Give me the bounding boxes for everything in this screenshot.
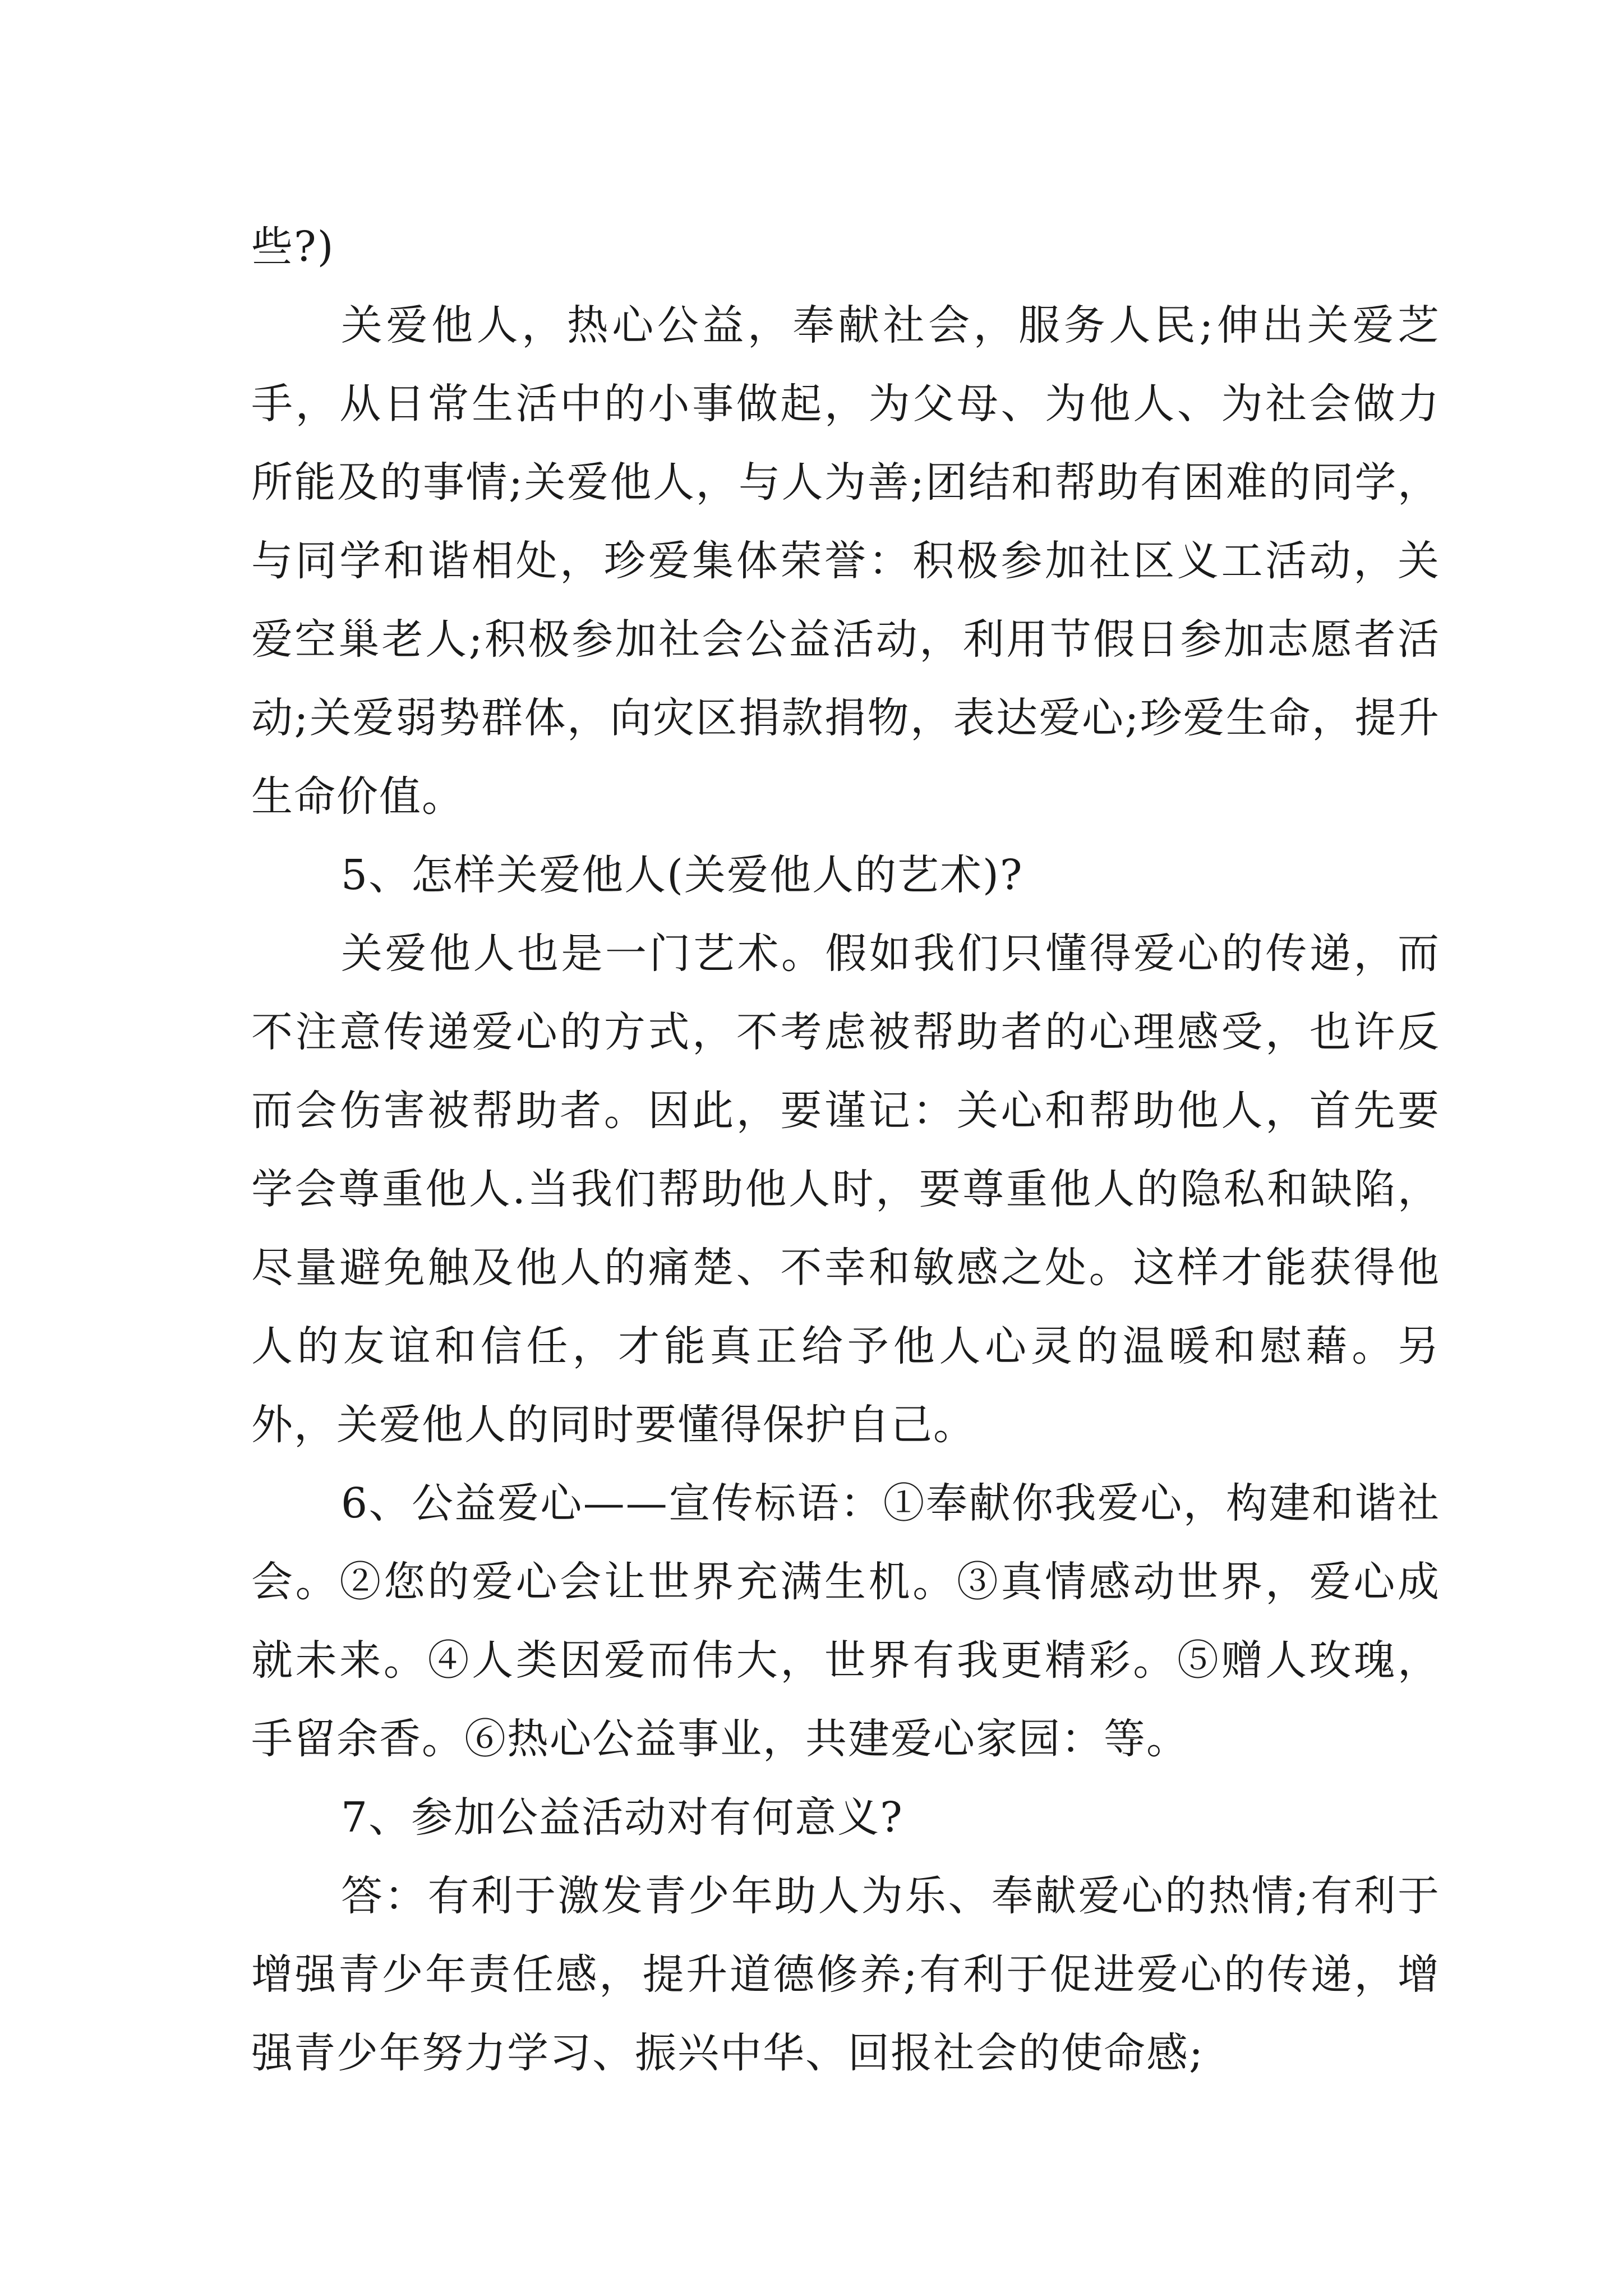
question-heading-7: 7、参加公益活动对有何意义?	[341, 1793, 903, 1842]
document-body	[251, 208, 1440, 2092]
paragraph-answer: 答：有利于激发青少年助人为乐、奉献爱心的热情;有利于增强青少年责任感，提升道德修养;有利于促进爱心的传递，增强青少年努力学习、振兴中华、回报社会的使命感;	[251, 1872, 1440, 2077]
question-heading-5: 5、怎样关爱他人(关爱他人的艺术)?	[341, 851, 1023, 899]
paragraph-slogans: 6、公益爱心——宣传标语：①奉献你我爱心，构建和谐社会。②您的爱心会让世界充满生机。③真情感动世界，爱心成就未来。④人类因爱而伟大，世界有我更精彩。⑤赠人玫瑰，手留余香。⑥热心公益事业，共建爱心家园：等。	[251, 1479, 1440, 1763]
paragraph-art-of-caring: 关爱他人也是一门艺术。假如我们只懂得爱心的传递，而不注意传递爱心的方式，不考虑被帮助者的心理感受，也许反而会伤害被帮助者。因此，要谨记：关心和帮助他人，首先要学会尊重他人.当我们帮助他人时，要尊重他人的隐私和缺陷，尽量避免触及他人的痛楚、不幸和敏感之处。这样才能获得他人的友谊和信任，才能真正给予他人心灵的温暖和慰藉。另外，关爱他人的同时要懂得保护自己。	[251, 930, 1440, 1449]
paragraph-continuation: 些?)	[251, 223, 335, 271]
paragraph-care-for-others: 关爱他人，热心公益，奉献社会，服务人民;伸出关爱芝手，从日常生活中的小事做起，为父母、为他人、为社会做力所能及的事情;关爱他人，与人为善;团结和帮助有困难的同学，与同学和谐相处，珍爱集体荣誉：积极参加社区义工活动，关爱空巢老人;积极参加社会公益活动，利用节假日参加志愿者活动;关爱弱势群体，向灾区捐款捐物，表达爱心;珍爱生命，提升生命价值。	[251, 301, 1440, 821]
